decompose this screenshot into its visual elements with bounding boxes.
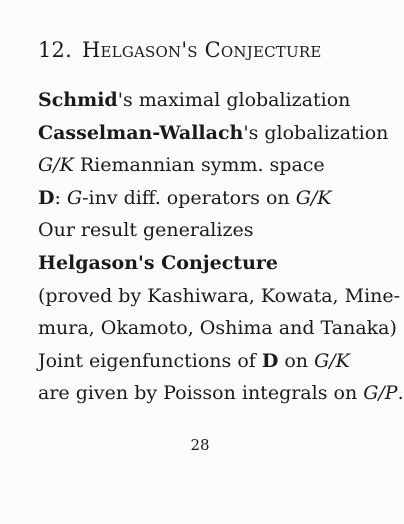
line-text: Joint eigenfunctions of — [38, 349, 262, 372]
line-helgason — [38, 247, 383, 280]
page-number: 28 — [190, 436, 210, 454]
section-heading — [38, 38, 321, 62]
math-g-over-k: G/K — [38, 154, 74, 177]
line-text: : — [54, 186, 67, 209]
section-number: 12. — [38, 38, 72, 62]
line-text: -inv diff. operators on — [82, 186, 296, 209]
line-riemannian-space — [38, 149, 383, 182]
math-g-over-k: G/K — [295, 186, 332, 209]
math-g: G — [66, 186, 83, 209]
symbol-d: D — [261, 349, 279, 372]
math-g-over-p: G/P — [363, 382, 398, 405]
symbol-d: D — [38, 186, 55, 209]
line-proved-by: (proved by Kashiwara, Kowata, Mine- — [38, 284, 401, 307]
line-diff-operators — [38, 182, 383, 215]
term-casselman-wallach: Casselman-Wallach — [38, 121, 244, 144]
term-helgason-conjecture: Helgason's Conjecture — [38, 251, 278, 274]
line-authors: mura, Okamoto, Oshima and Tanaka) — [38, 317, 397, 340]
line-text: on — [278, 349, 315, 372]
math-g-over-k: G/K — [314, 349, 350, 372]
line-eigenfunctions — [38, 345, 383, 378]
line-text: Riemannian symm. space — [73, 154, 325, 177]
line-result: Our result generalizes — [38, 219, 254, 242]
line-schmid — [38, 84, 383, 117]
line-text: . — [397, 382, 404, 405]
term-schmid: Schmid — [38, 89, 118, 111]
line-poisson — [38, 377, 404, 410]
line-text: 's globalization — [243, 121, 389, 144]
slide-body — [38, 84, 404, 410]
line-casselman-wallach — [38, 117, 389, 150]
section-title: Helgason's Conjecture — [82, 38, 322, 62]
line-text: are given by Poisson integrals on — [38, 382, 364, 405]
line-text: 's maximal globalization — [117, 89, 351, 111]
